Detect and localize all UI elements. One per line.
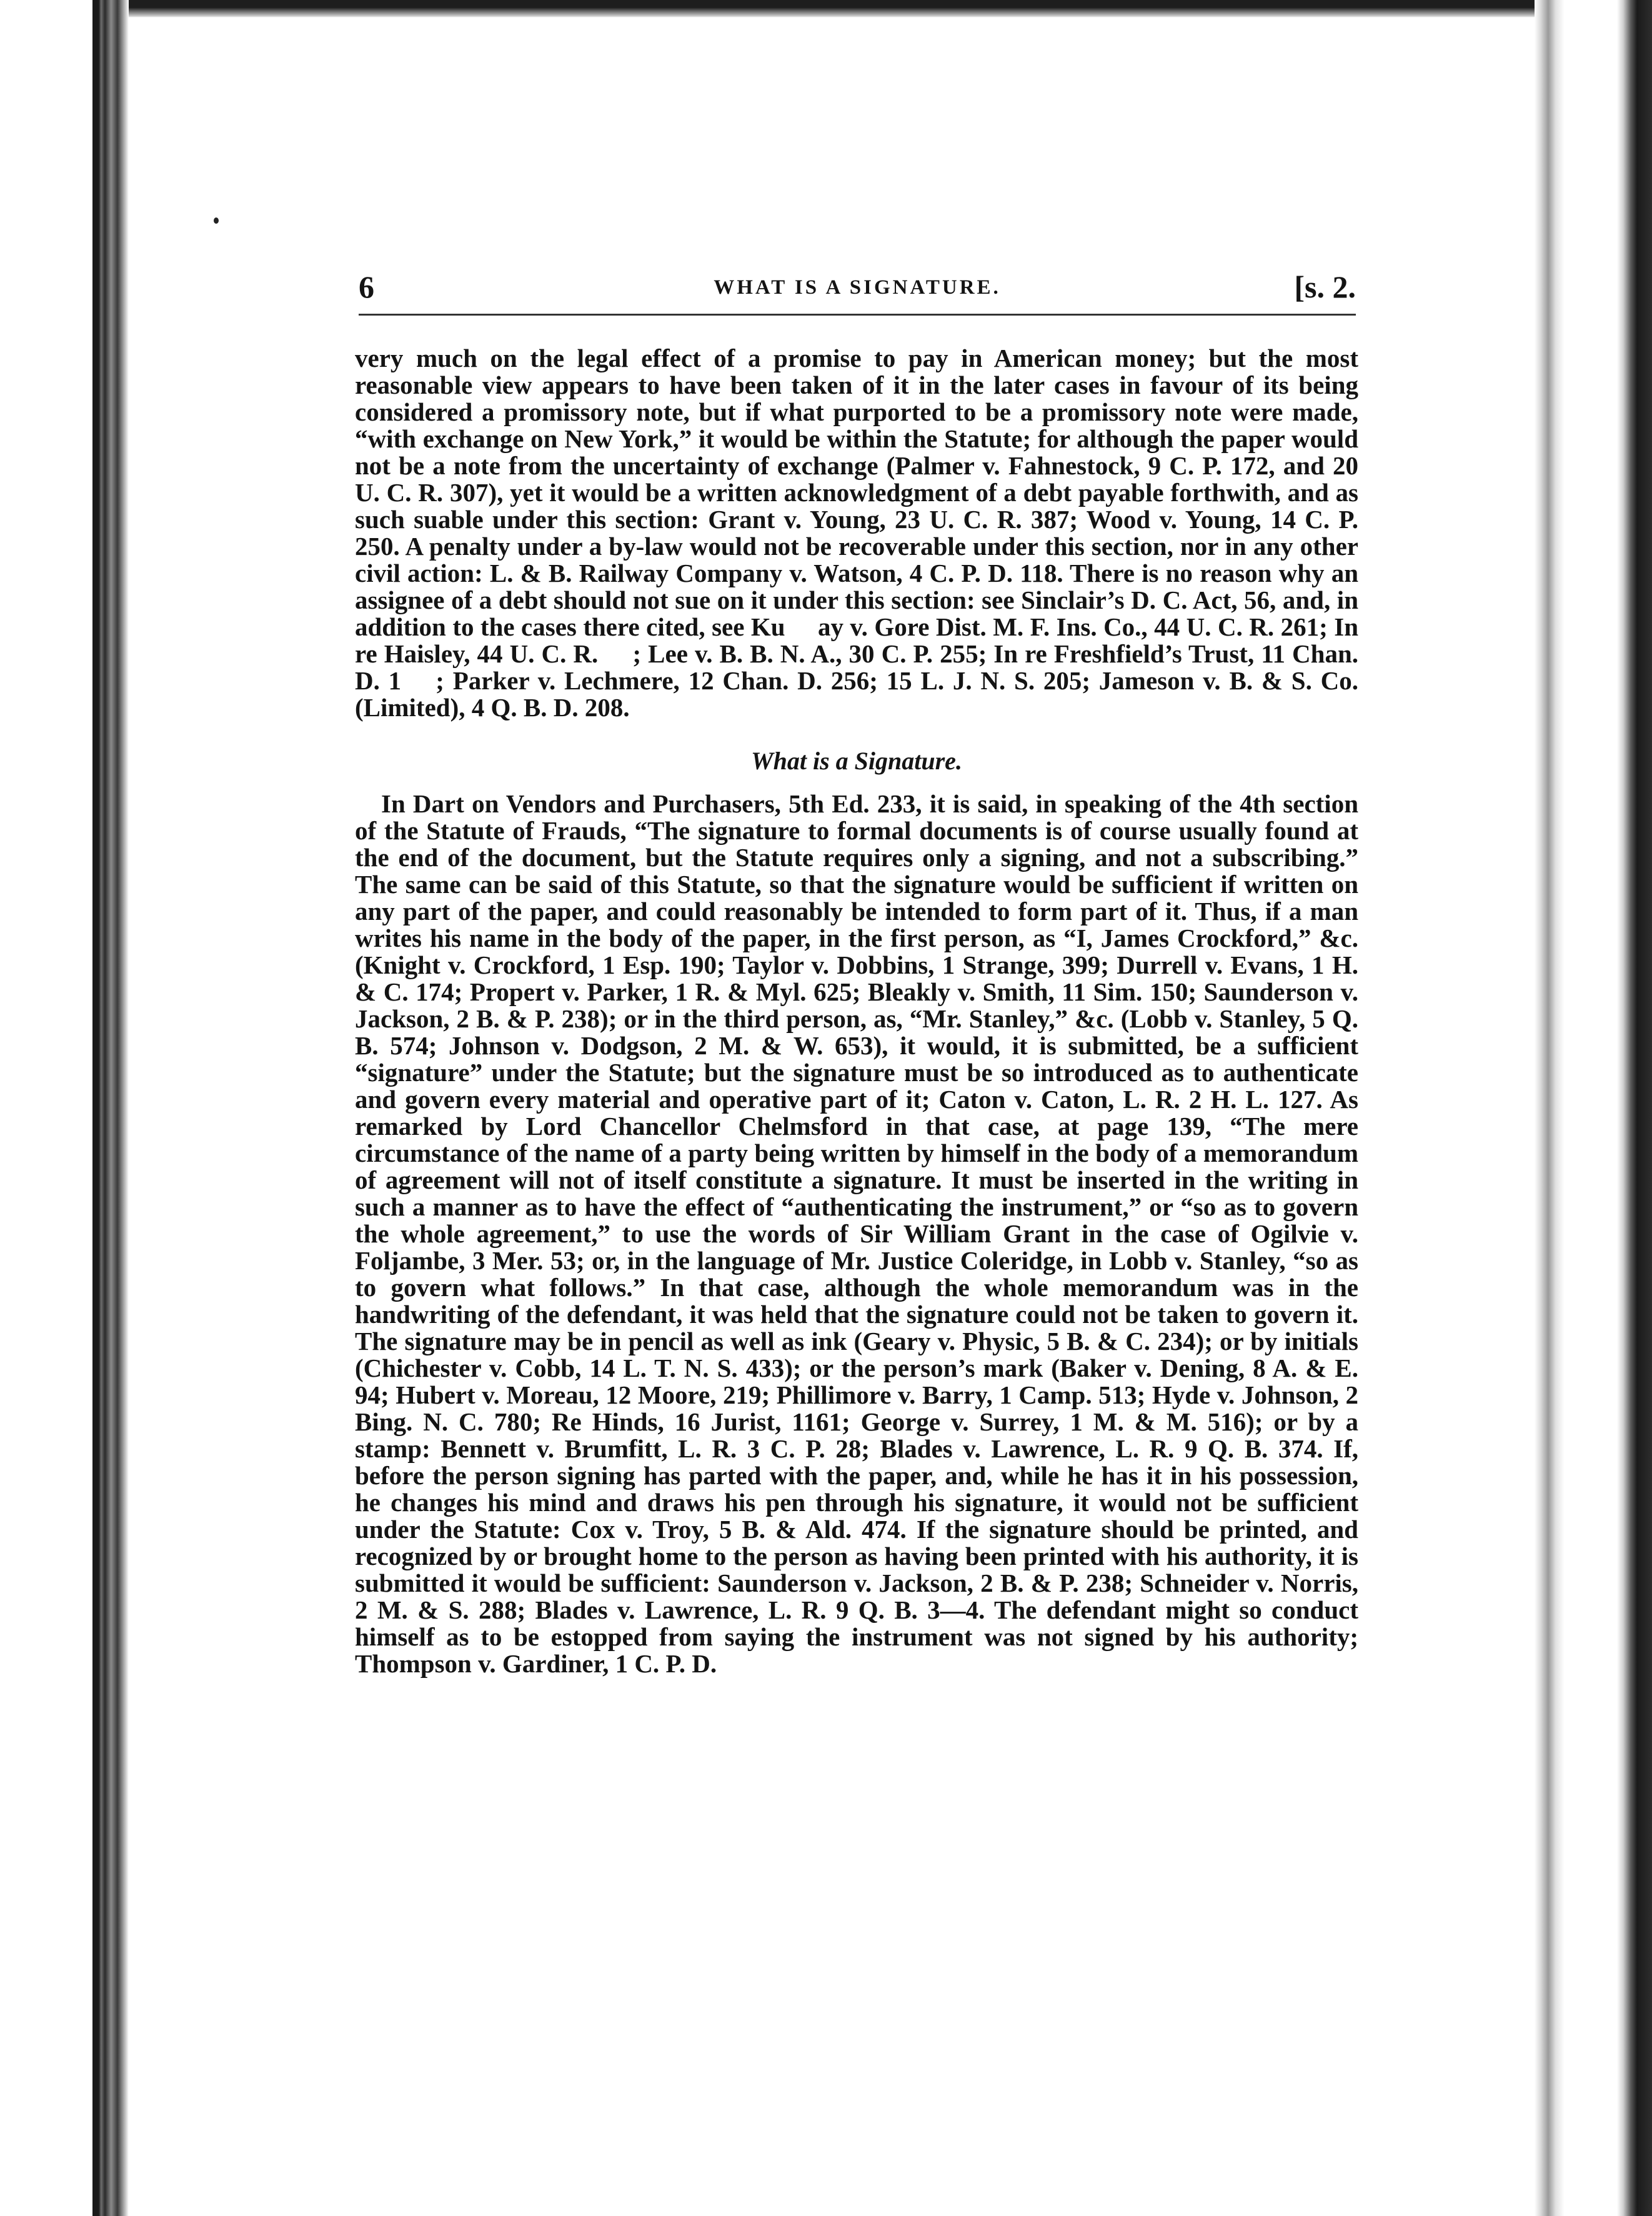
scan-left-binding-edge	[92, 0, 129, 2216]
scan-top-edge	[92, 0, 1652, 17]
page-number: 6	[359, 269, 374, 304]
section-reference: [s. 2.	[1294, 269, 1356, 304]
paragraph-continued: very much on the legal effect of a promise to pay in American money; but the most reasonable view appears to have been taken of it in the later cases in favour of its being considered a promissory note, but if what purported to be a promissory note were made, “with exchange on New York,” it would be within the Statute; for although the paper would not be a note from the uncertainty of exchange (Palmer v. Fahnestock, 9 C. P. 172, and 20 U. C. R. 307), yet it would be a written acknowledgment of a debt payable forthwith, and as such suable under this section: Grant v. Young, 23 U. C. R. 387; Wood v. Young, 14 C. P. 250. A penalty under a by-law would not be recoverable under this section, nor in any other civil action: L. & B. Railway Company v. Watson, 4 C. P. D. 118. There is no reason why an assignee of a debt should not sue on it under this section: see Sinclair’s D. C. Act, 56, and, in addition to the cases there cited, see Ku ay v. Gore Dist. M. F. Ins. Co., 44 U. C. R. 261; In re Haisley, 44 U. C. R. ; Lee v. B. B. N. A., 30 C. P. 255; In re Freshfield’s Trust, 11 Chan. D. 1 ; Parker v. Lechmere, 12 Chan. D. 256; 15 L. J. N. S. 205; Jameson v. B. & S. Co. (Limited), 4 Q. B. D. 208.	[355, 344, 1358, 722]
scan-speck	[214, 217, 219, 224]
page-header	[359, 269, 1356, 306]
running-title: WHAT IS A SIGNATURE.	[714, 276, 1001, 299]
section-subheading: What is a Signature.	[751, 747, 962, 775]
body-text	[355, 345, 1358, 1677]
scan-right-binding-edge	[1535, 0, 1652, 2216]
header-rule	[359, 314, 1356, 316]
paragraph-signature: In Dart on Vendors and Purchasers, 5th Ed. 233, it is said, in speaking of the 4th section of the Statute of Frauds, “The signature to formal documents is of course usually found at the end of the document, but the Statute requires only a signing, and not a subscribing.” The same can be said of this Statute, so that the signature would be sufficient if written on any part of the paper, and could reasonably be intended to form part of it. Thus, if a man writes his name in the body of the paper, in the first person, as “I, James Crockford,” &c. (Knight v. Crockford, 1 Esp. 190; Taylor v. Dobbins, 1 Strange, 399; Durrell v. Evans, 1 H. & C. 174; Propert v. Parker, 1 R. & Myl. 625; Bleakly v. Smith, 11 Sim. 150; Saunderson v. Jackson, 2 B. & P. 238); or in the third person, as, “Mr. Stanley,” &c. (Lobb v. Stanley, 5 Q. B. 574; Johnson v. Dodgson, 2 M. & W. 653), it would, it is submitted, be a sufficient “signature” under the Statute; but the signature must be so introduced as to authenticate and govern every material and operative part of it; Caton v. Caton, L. R. 2 H. L. 127. As remarked by Lord Chancellor Chelmsford in that case, at page 139, “The mere circumstance of the name of a party being written by himself in the body of a memorandum of agreement will not of itself constitute a signature. It must be inserted in the writing in such a manner as to have the effect of “authenticating the instrument,” or “so as to govern the whole agreement,” to use the words of Sir William Grant in the case of Ogilvie v. Foljambe, 3 Mer. 53; or, in the language of Mr. Justice Coleridge, in Lobb v. Stanley, “so as to govern what follows.” In that case, although the whole memorandum was in the handwriting of the defendant, it was held that the signature could not be taken to govern it. The signature may be in pencil as well as ink (Geary v. Physic, 5 B. & C. 234); or by initials (Chichester v. Cobb, 14 L. T. N. S. 433); or the person’s mark (Baker v. Dening, 8 A. & E. 94; Hubert v. Moreau, 12 Moore, 219; Phillimore v. Barry, 1 Camp. 513; Hyde v. Johnson, 2 Bing. N. C. 780; Re Hinds, 16 Jurist, 1161; George v. Surrey, 1 M. & M. 516); or by a stamp: Bennett v. Brumfitt, L. R. 3 C. P. 28; Blades v. Lawrence, L. R. 9 Q. B. 374. If, before the person signing has parted with the paper, and, while he has it in his possession, he changes his mind and draws his pen through his signature, it would not be sufficient under the Statute: Cox v. Troy, 5 B. & Ald. 474. If the signature should be printed, and recognized by or brought home to the person as having been printed with his authority, it is submitted it would be sufficient: Saunderson v. Jackson, 2 B. & P. 238; Schneider v. Norris, 2 M. & S. 288; Blades v. Lawrence, L. R. 9 Q. B. 3—4. The defendant might so conduct himself as to be estopped from saying the instrument was not signed by his authority; Thompson v. Gardiner, 1 C. P. D.	[355, 789, 1358, 1678]
